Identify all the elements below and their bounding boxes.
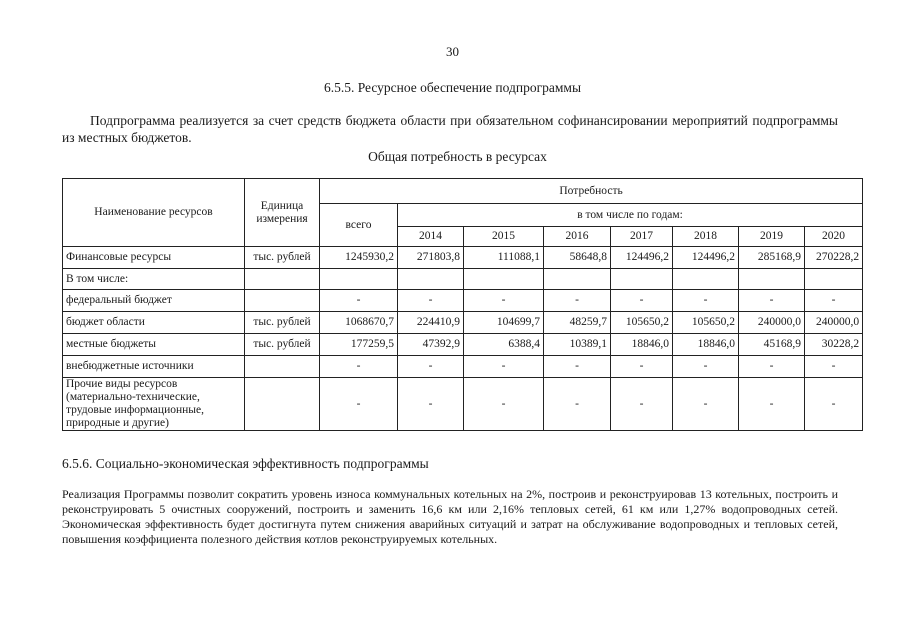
row-value: 58648,8 bbox=[544, 247, 611, 269]
row-value: - bbox=[464, 378, 544, 431]
row-value: - bbox=[398, 356, 464, 378]
row-value bbox=[320, 269, 398, 290]
row-value bbox=[739, 269, 805, 290]
row-value: 104699,7 bbox=[464, 312, 544, 334]
row-unit bbox=[245, 269, 320, 290]
resources-table bbox=[62, 178, 863, 431]
row-value bbox=[611, 269, 673, 290]
row-value: - bbox=[320, 290, 398, 312]
intro-paragraph: Подпрограмма реализуется за счет средств бюджета области при обязательном софинансировании мероприятий подпрограммы из местных бюджетов. bbox=[62, 113, 838, 145]
row-value: - bbox=[398, 290, 464, 312]
row-value: - bbox=[398, 378, 464, 431]
row-value: 6388,4 bbox=[464, 334, 544, 356]
row-value bbox=[398, 269, 464, 290]
row-name: федеральный бюджет bbox=[63, 290, 245, 312]
row-unit bbox=[245, 356, 320, 378]
header-need: Потребность bbox=[320, 179, 863, 204]
section-title: 6.5.5. Ресурсное обеспечение подпрограммы bbox=[323, 80, 582, 95]
header-year: 2018 bbox=[673, 227, 739, 247]
row-value: - bbox=[611, 290, 673, 312]
header-by-years: в том числе по годам: bbox=[398, 204, 863, 227]
row-value: - bbox=[464, 290, 544, 312]
header-resource-name: Наименование ресурсов bbox=[63, 179, 245, 247]
row-unit: тыс. рублей bbox=[245, 312, 320, 334]
table-row bbox=[63, 290, 863, 312]
row-value: 1068670,7 bbox=[320, 312, 398, 334]
table-title: Общая потребность в ресурсах bbox=[368, 149, 547, 164]
row-value: - bbox=[464, 356, 544, 378]
row-unit: тыс. рублей bbox=[245, 334, 320, 356]
row-name: внебюджетные источники bbox=[63, 356, 245, 378]
row-value: - bbox=[544, 378, 611, 431]
row-value: 224410,9 bbox=[398, 312, 464, 334]
row-value: - bbox=[739, 356, 805, 378]
row-name: В том числе: bbox=[63, 269, 245, 290]
row-name: бюджет области bbox=[63, 312, 245, 334]
table-row bbox=[63, 269, 863, 290]
row-value: 271803,8 bbox=[398, 247, 464, 269]
row-value: 111088,1 bbox=[464, 247, 544, 269]
row-value: - bbox=[673, 356, 739, 378]
table-row bbox=[63, 312, 863, 334]
row-value: - bbox=[320, 356, 398, 378]
row-value: - bbox=[611, 378, 673, 431]
row-name: местные бюджеты bbox=[63, 334, 245, 356]
row-value: - bbox=[739, 378, 805, 431]
row-value bbox=[544, 269, 611, 290]
row-value: - bbox=[805, 378, 863, 431]
row-value: 48259,7 bbox=[544, 312, 611, 334]
efficiency-paragraph: Реализация Программы позволит сократить уровень износа коммунальных котельных на 2%, построив и реконструировав 13 котельных, построить и реконструировать 5 очистных сооружений, построить и заменить 16,6 км или 2,16% тепловых сетей, 61 км или 1,27% водопроводных сетей. Экономическая эффективность будет достигнута путем снижения аварийных ситуаций и затрат на обслуживание водопроводных и тепловых сетей, повышения коэффициента полезного действия котлов реконструируемых котельных. bbox=[62, 487, 838, 546]
row-unit bbox=[245, 378, 320, 431]
header-year: 2015 bbox=[464, 227, 544, 247]
table-row bbox=[63, 378, 863, 431]
row-value: 10389,1 bbox=[544, 334, 611, 356]
row-name: Финансовые ресурсы bbox=[63, 247, 245, 269]
row-value: - bbox=[805, 356, 863, 378]
row-value: - bbox=[544, 290, 611, 312]
table-row bbox=[63, 247, 863, 269]
row-value bbox=[464, 269, 544, 290]
header-unit: Единица измерения bbox=[245, 179, 320, 247]
row-value: - bbox=[739, 290, 805, 312]
section2-title: 6.5.6. Социально-экономическая эффективность подпрограммы bbox=[62, 456, 429, 471]
row-value bbox=[673, 269, 739, 290]
row-value: 47392,9 bbox=[398, 334, 464, 356]
row-unit: тыс. рублей bbox=[245, 247, 320, 269]
header-total: всего bbox=[320, 204, 398, 247]
row-value: - bbox=[544, 356, 611, 378]
table-row bbox=[63, 356, 863, 378]
page-number: 30 bbox=[446, 44, 459, 59]
row-value: - bbox=[673, 290, 739, 312]
header-year: 2016 bbox=[544, 227, 611, 247]
row-value: 124496,2 bbox=[611, 247, 673, 269]
row-value: 1245930,2 bbox=[320, 247, 398, 269]
row-value: - bbox=[611, 356, 673, 378]
row-value: 177259,5 bbox=[320, 334, 398, 356]
header-year: 2019 bbox=[739, 227, 805, 247]
row-value: 105650,2 bbox=[673, 312, 739, 334]
row-name: Прочие виды ресурсов (материально-технические, трудовые информационные, природные и другие) bbox=[63, 378, 245, 431]
row-value: 18846,0 bbox=[673, 334, 739, 356]
row-value: 45168,9 bbox=[739, 334, 805, 356]
row-value: 18846,0 bbox=[611, 334, 673, 356]
header-year: 2020 bbox=[805, 227, 863, 247]
row-value: 124496,2 bbox=[673, 247, 739, 269]
row-unit bbox=[245, 290, 320, 312]
row-value: 285168,9 bbox=[739, 247, 805, 269]
row-value: 240000,0 bbox=[739, 312, 805, 334]
header-year: 2017 bbox=[611, 227, 673, 247]
row-value: 240000,0 bbox=[805, 312, 863, 334]
row-value: 270228,2 bbox=[805, 247, 863, 269]
row-value bbox=[805, 269, 863, 290]
row-value: - bbox=[673, 378, 739, 431]
header-year: 2014 bbox=[398, 227, 464, 247]
row-value: - bbox=[805, 290, 863, 312]
row-value: - bbox=[320, 378, 398, 431]
row-value: 105650,2 bbox=[611, 312, 673, 334]
row-value: 30228,2 bbox=[805, 334, 863, 356]
table-row bbox=[63, 334, 863, 356]
